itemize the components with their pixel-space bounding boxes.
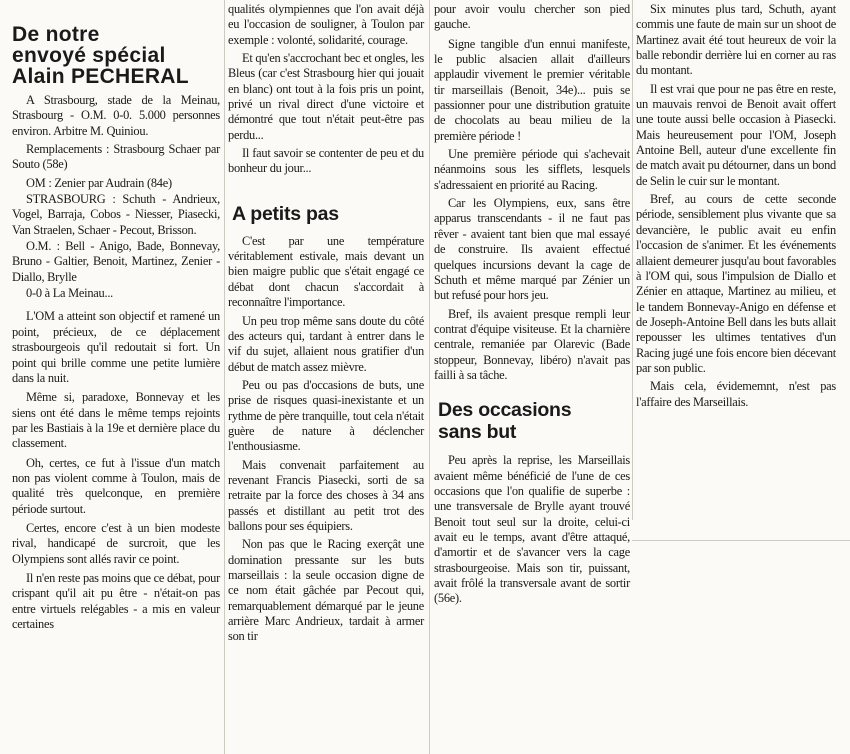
paragraph: Bref, au cours de cette seconde période, sensiblement plus vivante que sa devancière, le public avait eu enfin l'occasion de s'animer. Et les événements allaient demeurer jusqu'au bout favorables à l'OM qui, sous l'impulsion de Diallo et Zénier en attaque, Martinez au milieu, et le tandem Bonnevay-Anigo en défense et de Joseph-Antoine Bell dans les buts allait repousser les ultimes tentatives d'un Racing jugé une fois encore bien décevant par son public.: [636, 192, 836, 375]
paragraph: A Strasbourg, stade de la Meinau, Strasbourg - O.M. 0-0. 5.000 personnes environ. Arbitre M. Quiniou.: [12, 93, 220, 138]
byline-author: Alain PECHERAL: [12, 65, 189, 88]
paragraph: Il faut savoir se contenter de peu et du bonheur du jour...: [228, 146, 424, 176]
paragraph: OM : Zenier par Audrain (84e): [26, 175, 172, 190]
paragraph: O.M. : Bell - Anigo, Bade, Bonnevay, Bruno - Galtier, Benoit, Martinez, Zenier - Diallo, Brylle: [12, 239, 220, 284]
paragraph: Peu après la reprise, les Marseillais avaient même bénéficié de l'une de ces occasions que l'on qualifie de superbe : une transversale de Brylle ayant trouvé Benoit tout seul sur la droite, celui-ci avait eu le temps, avant d'être attaqué, d'amortir et de s'avancer vers la cage strasbourgeoise. Mais son tir, puissant, avait frôlé la transversale avant de sortir (56e).: [434, 453, 630, 606]
article-column-4: [636, 0, 836, 410]
paragraph: C'est par une température véritablement estivale, mais devant un bien maigre public que s'était engagé ce débat dont chacun s'accordait à reconnaître l'importance.: [228, 233, 424, 310]
paragraph: qualités olympiennes que l'on avait déjà eu l'occasion de souligner, à Toulon par exemple : volonté, solidarité, courage.: [228, 2, 424, 47]
column-divider: [429, 0, 430, 754]
bottom-rule: [632, 540, 850, 541]
paragraph: L'OM a atteint son objectif et ramené un point, précieux, de ce déplacement strasbourgeois qu'il redoutait si fort. Un point qui brille comme une petite lumière dans la nuit.: [12, 309, 220, 385]
paragraph: Car les Olympiens, eux, sans être apparus transcendants - il ne faut pas rêver - avaient tant bien que mal essayé de construire. Ils avaient effectué quelques incursions devant la cage de Schuth et même marqué par Zénier un but refusé pour hors jeu.: [434, 196, 630, 303]
paragraph: Six minutes plus tard, Schuth, ayant commis une faute de main sur un shoot de Martinez avait été tout heureux de voir la balle rebondir derrière lui en corner au ras du montant.: [636, 2, 836, 78]
paragraph: Non pas que le Racing exerçât une domination pressante sur les buts marseillais : la seule occasion digne de ce nom était gâchée par Pecout qui, remarquablement démarqué par le jeune arrière Marc Andrieux, tardait à armer son tir: [228, 537, 424, 644]
paragraph: Il n'en reste pas moins que ce débat, pour crispant qu'il ait pu être - n'était-on pas entre virtuels relégables - a mis en valeur certaines: [12, 570, 220, 631]
article-column-2: [228, 0, 424, 645]
column-divider: [632, 0, 633, 520]
subheading-petits-pas: A petits pas: [232, 202, 339, 225]
paragraph: Un peu trop même sans doute du côté des acteurs qui, tardant à entrer dans le vif du sujet, allaient nous gratifier d'un début de match assez mièvre.: [228, 313, 424, 374]
paragraph: pour avoir voulu chercher son pied gauche.: [434, 2, 630, 32]
column-divider: [224, 0, 225, 754]
byline-line-2: envoyé spécial: [12, 44, 166, 67]
subheading-occasions: Des occasions sans but: [438, 399, 572, 444]
byline: [12, 24, 220, 87]
paragraph: Bref, ils avaient presque rempli leur contrat d'équipe visiteuse. Et la charnière centrale, remaniée par Olarevic (Bade stoppeur, Bonnevay, libéro) n'avait pas failli à sa tâche.: [434, 306, 630, 382]
paragraph: Mais convenait parfaitement au revenant Francis Piasecki, sorti de sa retraite par la force des choses à 34 ans passés et distillant au petit trot des ballons pour ses équipiers.: [228, 457, 424, 533]
paragraph: Certes, encore c'est à un bien modeste rival, handicapé de surcroit, que les Olympiens sont allés ravir ce point.: [12, 520, 220, 566]
paragraph: Remplacements : Strasbourg Schaer par Souto (58e): [12, 142, 220, 172]
paragraph: Même si, paradoxe, Bonnevay et les siens ont été dans le même temps rejoints par les Bastiais à la 19e et dernière place du classement.: [12, 390, 220, 451]
paragraph: Et qu'en s'accrochant bec et ongles, les Bleus (car c'est Strasbourg hier qui jouait en blanc) ont tout à la fois pris un point, privé un rival direct d'une victoire et démontré que tout n'était peut-être pas perdu...: [228, 51, 424, 142]
paragraph: Mais cela, évidememnt, n'est pas l'affaire des Marseillais.: [636, 379, 836, 409]
paragraph: 0-0 à La Meinau...: [26, 286, 114, 301]
paragraph: Une première période qui s'achevait néanmoins sous les sifflets, lesquels s'adressaient en priorité au Racing.: [434, 147, 630, 192]
article-column-3: [434, 0, 630, 607]
byline-line-1: De notre: [12, 23, 100, 46]
article-column-1: [12, 0, 220, 632]
paragraph: Signe tangible d'un ennui manifeste, le public alsacien allait d'ailleurs applaudir vivement le premier véritable tir marseillais (Benoit, 34e)... puis se passionner pour une distribution gratuite de chocolats au beau milieu de la première période !: [434, 36, 630, 143]
paragraph: Il est vrai que pour ne pas être en reste, un mauvais renvoi de Benoit avait offert une toute aussi belle occasion à Piasecki. Mais heureusement pour l'OM, Joseph Antoine Bell, auteur d'une excellente fin de match avait pu détourner, dans un bond de Selin le cuir sur le montant.: [636, 81, 836, 188]
paragraph: Peu ou pas d'occasions de buts, une prise de risques quasi-inexistante et un rythme de père tranquille, tout cela n'était guère de nature à déclencher l'enthousiasme.: [228, 377, 424, 454]
paragraph: Oh, certes, ce fut à l'issue d'un match non pas violent comme à Toulon, mais de qualité très quelconque, en première période surtout.: [12, 455, 220, 516]
paragraph: STRASBOURG : Schuth - Andrieux, Vogel, Barraja, Cobos - Niesser, Piasecki, Van Straelen, Schaer - Pecout, Brisson.: [12, 192, 220, 237]
